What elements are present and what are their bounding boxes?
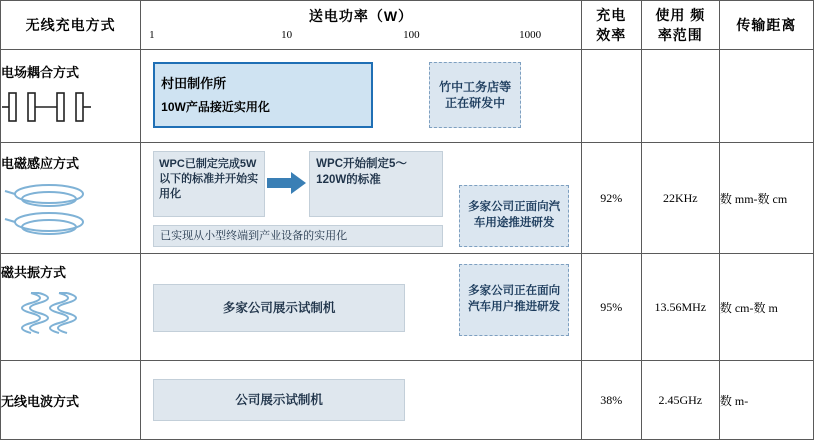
row-efficiency-radio-wave: 38% [581,361,641,440]
row-efficiency-induction: 92% [581,143,641,254]
header-power-label: 送电功率（W） [308,8,414,24]
row-frequency-induction: 22KHz [641,143,719,254]
header-efficiency-line1: 充电 [596,7,627,23]
header-mode [1,1,141,50]
header-mode-label: 无线充电方式 [25,17,116,33]
scale-tick-10: 10 [281,29,293,41]
header-frequency-line2: 率范围 [657,27,703,43]
row-mode-induction [1,143,141,254]
row-frequency-magnetic-resonance: 13.56MHz [641,254,719,361]
row-distance-electric-field [719,50,813,143]
table-row [1,361,814,440]
row-frequency-radio-wave: 2.45GHz [641,361,719,440]
row-power-radio-wave [141,361,582,440]
prototype-demo-box: 多家公司展示试制机 [153,284,405,332]
row-distance-radio-wave: 数 m- [719,361,813,440]
wpc-120w-standard-box: WPC开始制定5～120W的标准 [309,151,443,217]
header-efficiency-line2: 效率 [596,27,627,43]
row-mode-label: 磁共振方式 [1,265,67,280]
automotive-promotion-box: 多家公司正面向汽车用途推进研发 [459,185,569,247]
row-power-magnetic-resonance [141,254,582,361]
row-mode-label: 电场耦合方式 [1,65,80,80]
arrow-right-icon [267,171,307,195]
scale-tick-1: 1 [149,29,155,41]
header-power [141,1,582,50]
row-mode-radio-wave [1,361,141,440]
row-mode-magnetic-resonance [1,254,141,361]
automotive-user-promotion-box: 多家公司正在面向汽车用户推进研发 [459,264,569,336]
murata-box [153,62,373,128]
terminal-to-industry-box: 已实现从小型终端到产业设备的实用化 [153,225,443,247]
scale-tick-1000: 1000 [519,29,542,41]
resonant-coil-icon [1,287,140,352]
murata-box-line2: 10W产品接近实用化 [161,99,270,114]
row-frequency-electric-field [641,50,719,143]
table-row [1,143,814,254]
row-distance-induction: 数 mm-数 cm [719,143,813,254]
header-efficiency [581,1,641,50]
power-scale-axis [141,29,581,45]
wpc-5w-standard-box: WPC已制定完成5W以下的标准并开始实用化 [153,151,265,217]
row-mode-label: 无线电波方式 [1,393,80,409]
row-mode-label: 电磁感应方式 [1,156,80,171]
takenaka-box: 竹中工务店等正在研发中 [429,62,521,128]
murata-box-line1: 村田制作所 [161,76,227,92]
row-efficiency-electric-field [581,50,641,143]
company-prototype-demo-box: 公司展示试制机 [153,379,405,421]
induction-coil-icon [1,178,140,243]
header-distance [719,1,813,50]
header-frequency-line1: 使用 频 [655,7,706,23]
row-mode-electric-field [1,50,141,143]
table-header-row [1,1,814,50]
capacitive-plates-icon [1,87,140,130]
header-frequency [641,1,719,50]
table-row [1,254,814,361]
scale-tick-100: 100 [403,29,420,41]
header-distance-label: 传输距离 [736,17,797,33]
table-row [1,50,814,143]
row-power-induction [141,143,582,254]
row-power-electric-field [141,50,582,143]
row-distance-magnetic-resonance: 数 cm-数 m [719,254,813,361]
row-efficiency-magnetic-resonance: 95% [581,254,641,361]
